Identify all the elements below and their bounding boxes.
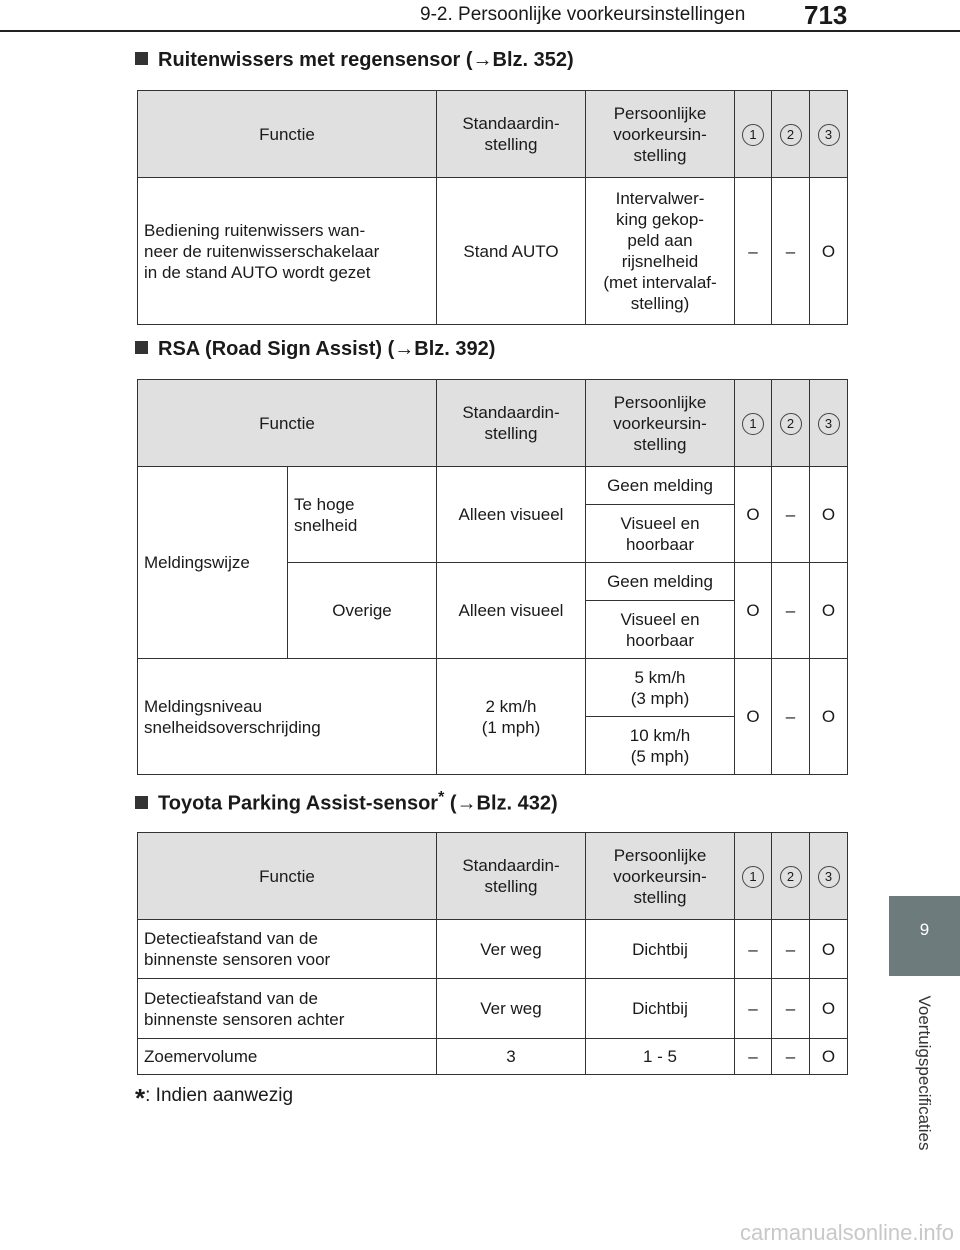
circled-2-icon: 2 <box>780 413 802 435</box>
function-cell: Detectieafstand van de binnenste sensoren voor <box>138 920 437 979</box>
chapter-title: 9-2. Persoonlijke voorkeursinstellingen <box>420 4 746 25</box>
footnote-star: * <box>135 1083 146 1113</box>
circled-2-icon: 2 <box>780 124 802 146</box>
custom-cell: 1 - 5 <box>586 1039 735 1075</box>
table-row <box>138 178 848 325</box>
setting-2-cell: – <box>772 467 810 563</box>
col-header-2 <box>772 91 810 178</box>
setting-2-cell: – <box>772 920 810 979</box>
chapter-tab-number: 9 <box>919 920 930 939</box>
default-cell: Ver weg <box>437 920 586 979</box>
footnote <box>135 1083 293 1114</box>
default-cell: 2 km/h (1 mph) <box>437 659 586 775</box>
col-header-1 <box>735 380 772 467</box>
custom-cell: Dichtbij <box>586 920 735 979</box>
square-bullet-icon <box>135 796 148 809</box>
col-header-default: Standaardin- stelling <box>437 380 586 467</box>
setting-2-cell: – <box>772 979 810 1039</box>
section-heading-wipers: Ruitenwissers met regensensor (→Blz. 352) <box>135 49 574 72</box>
setting-1-cell: – <box>735 1039 772 1075</box>
section-heading-parking: Toyota Parking Assist-sensor* (→Blz. 432) <box>135 789 558 816</box>
table-row <box>138 659 848 717</box>
sub-label-cell: Te hoge snelheid <box>288 467 437 563</box>
function-cell: Zoemervolume <box>138 1039 437 1075</box>
option-cell: Geen melding <box>586 563 735 601</box>
page-header <box>0 0 960 32</box>
col-header-1 <box>735 833 772 920</box>
default-cell: 3 <box>437 1039 586 1075</box>
setting-3-cell: O <box>810 979 848 1039</box>
group-label-cell: Meldingswijze <box>138 467 288 659</box>
col-header-3 <box>810 833 848 920</box>
col-header-default: Standaardin- stelling <box>437 91 586 178</box>
wipers-table <box>137 90 848 325</box>
setting-1-cell: O <box>735 467 772 563</box>
watermark: carmanualsonline.info <box>739 1220 954 1245</box>
circled-3-icon: 3 <box>818 124 840 146</box>
setting-2-cell: – <box>772 659 810 775</box>
custom-cell: Dichtbij <box>586 979 735 1039</box>
custom-cell: Intervalwer- king gekop- peld aan rijsnelheid (met intervalaf- stelling) <box>586 178 735 325</box>
option-cell: Geen melding <box>586 467 735 505</box>
chapter-side-label <box>890 985 934 1175</box>
default-cell: Alleen visueel <box>437 467 586 563</box>
function-cell: Detectieafstand van de binnenste sensoren achter <box>138 979 437 1039</box>
option-cell: Visueel en hoorbaar <box>586 505 735 563</box>
setting-1-cell: O <box>735 659 772 775</box>
default-cell: Ver weg <box>437 979 586 1039</box>
col-header-function: Functie <box>138 91 437 178</box>
col-header-function: Functie <box>138 380 437 467</box>
setting-3-cell: O <box>810 178 848 325</box>
table-row <box>138 1039 848 1075</box>
setting-3-cell: O <box>810 920 848 979</box>
col-header-1 <box>735 91 772 178</box>
setting-2-cell: – <box>772 563 810 659</box>
setting-3-cell: O <box>810 563 848 659</box>
col-header-custom: Persoonlijke voorkeursin- stelling <box>586 380 735 467</box>
setting-3-cell: O <box>810 1039 848 1075</box>
col-header-2 <box>772 380 810 467</box>
chapter-tab <box>889 896 960 976</box>
table-row <box>138 920 848 979</box>
col-header-3 <box>810 91 848 178</box>
col-header-custom: Persoonlijke voorkeursin- stelling <box>586 833 735 920</box>
circled-2-icon: 2 <box>780 866 802 888</box>
square-bullet-icon <box>135 341 148 354</box>
option-cell: Visueel en hoorbaar <box>586 601 735 659</box>
square-bullet-icon <box>135 52 148 65</box>
setting-1-cell: – <box>735 920 772 979</box>
setting-1-cell: – <box>735 178 772 325</box>
col-header-3 <box>810 380 848 467</box>
circled-3-icon: 3 <box>818 413 840 435</box>
footnote-marker: * <box>438 789 445 806</box>
setting-3-cell: O <box>810 659 848 775</box>
default-cell: Stand AUTO <box>437 178 586 325</box>
circled-3-icon: 3 <box>818 866 840 888</box>
setting-3-cell: O <box>810 467 848 563</box>
col-header-default: Standaardin- stelling <box>437 833 586 920</box>
col-header-custom: Persoonlijke voorkeursin- stelling <box>586 91 735 178</box>
setting-2-cell: – <box>772 178 810 325</box>
level-label-cell: Meldingsniveau snelheidsoverschrijding <box>138 659 437 775</box>
circled-1-icon: 1 <box>742 124 764 146</box>
parking-table <box>137 832 848 1075</box>
section-heading-rsa: RSA (Road Sign Assist) (→Blz. 392) <box>135 338 495 361</box>
chapter-side-label-text: Voertuigspecificaties <box>915 995 934 1151</box>
col-header-2 <box>772 833 810 920</box>
footnote-text: : Indien aanwezig <box>145 1085 294 1106</box>
setting-1-cell: O <box>735 563 772 659</box>
option-cell: 10 km/h (5 mph) <box>586 717 735 775</box>
default-cell: Alleen visueel <box>437 563 586 659</box>
setting-1-cell: – <box>735 979 772 1039</box>
circled-1-icon: 1 <box>742 866 764 888</box>
col-header-function: Functie <box>138 833 437 920</box>
page-number: 713 <box>804 0 848 30</box>
rsa-table <box>137 379 848 775</box>
table-row <box>138 467 848 505</box>
circled-1-icon: 1 <box>742 413 764 435</box>
table-row <box>138 979 848 1039</box>
setting-2-cell: – <box>772 1039 810 1075</box>
function-cell: Bediening ruitenwissers wan- neer de ruitenwisserschakelaar in de stand AUTO wordt gezet <box>138 178 437 325</box>
option-cell: 5 km/h (3 mph) <box>586 659 735 717</box>
sub-label-cell: Overige <box>288 563 437 659</box>
